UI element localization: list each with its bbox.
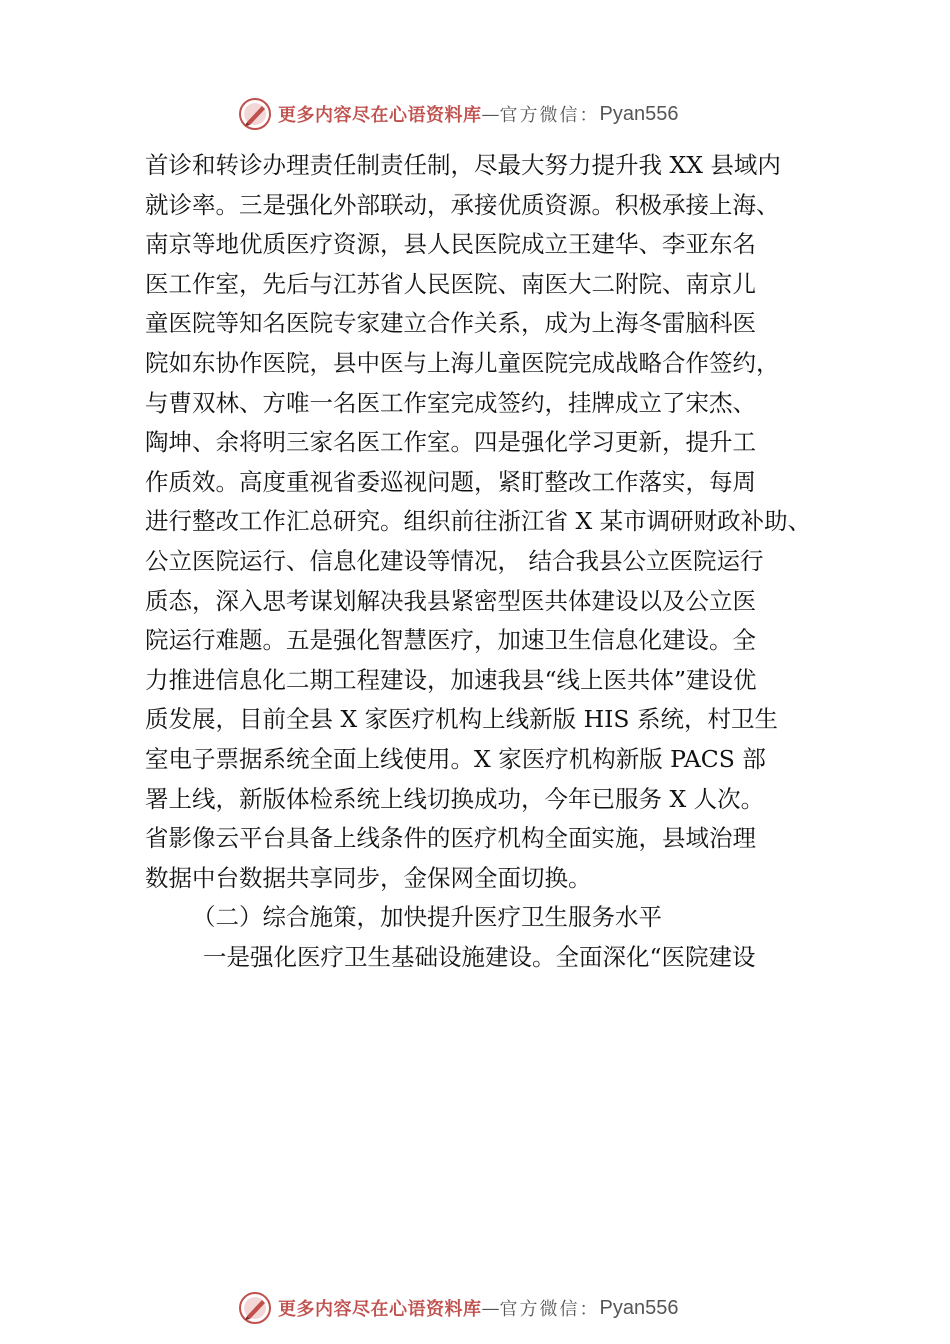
document-body: [145, 146, 825, 977]
body-line: 就诊率。三是强化外部联动，承接优质资源。积极承接上海、: [145, 190, 780, 219]
body-line: 署上线，新版体检系统上线切换成功，今年已服务 X 人次。: [145, 784, 765, 813]
body-line: 院如东协作医院，县中医与上海儿童医院完成战略合作签约，: [145, 348, 780, 377]
body-line: 省影像云平台具备上线条件的医疗机构全面实施，县域治理: [145, 824, 756, 853]
watermark-library-text: 更多内容尽在心语资料库: [278, 105, 482, 126]
watermark-wechat-id: Pyan556: [599, 102, 679, 125]
body-line: 质态，深入思考谋划解决我县紧密型医共体建设以及公立医: [145, 586, 756, 615]
pen-logo-icon: [238, 97, 272, 131]
body-line: 院运行难题。五是强化智慧医疗，加速卫生信息化建设。全: [145, 626, 756, 655]
body-line: 公立医院运行、信息化建设等情况， 结合我县公立医院运行: [145, 546, 764, 575]
watermark-library-text: 更多内容尽在心语资料库: [278, 1299, 482, 1320]
paragraph-start: 一是强化医疗卫生基础设施建设。全面深化“医院建设: [203, 942, 756, 971]
body-line: 数据中台数据共享同步，金保网全面切换。: [145, 863, 592, 892]
body-line: 质发展，目前全县 X 家医疗机构上线新版 HIS 系统，村卫生: [145, 705, 778, 734]
body-line: 南京等地优质医疗资源，县人民医院成立王建华、李亚东名: [145, 230, 756, 259]
body-line: 室电子票据系统全面上线使用。X 家医疗机构新版 PACS 部: [145, 744, 766, 773]
watermark-wechat-label: 官方微信：: [499, 1299, 600, 1320]
body-line: 与曹双林、方唯一名医工作室完成签约，挂牌成立了宋杰、: [145, 388, 756, 417]
body-line: 童医院等知名医院专家建立合作关系，成为上海冬雷脑科医: [145, 309, 756, 338]
body-line: 力推进信息化二期工程建设，加速我县“线上医共体”建设优: [145, 665, 757, 694]
watermark-wechat-id: Pyan556: [599, 1296, 679, 1319]
body-line: 作质效。高度重视省委巡视问题，紧盯整改工作落实，每周: [145, 467, 756, 496]
body-line: 进行整改工作汇总研究。组织前往浙江省 X 某市调研财政补助、: [145, 507, 812, 536]
body-line: 医工作室，先后与江苏省人民医院、南医大二附院、南京儿: [145, 269, 756, 298]
body-line: 首诊和转诊办理责任制责任制，尽最大努力提升我 XX 县域内: [145, 151, 781, 179]
watermark-wechat-label: 官方微信：: [499, 105, 600, 126]
watermark-separator: —: [481, 1297, 500, 1319]
watermark-separator: —: [481, 103, 500, 125]
header-watermark: [238, 97, 678, 131]
section-heading: （二）综合施策，加快提升医疗卫生服务水平: [192, 903, 662, 932]
footer-watermark: [238, 1291, 678, 1325]
body-line: 陶坤、余将明三家名医工作室。四是强化学习更新，提升工: [145, 428, 756, 457]
pen-logo-icon: [238, 1291, 272, 1325]
